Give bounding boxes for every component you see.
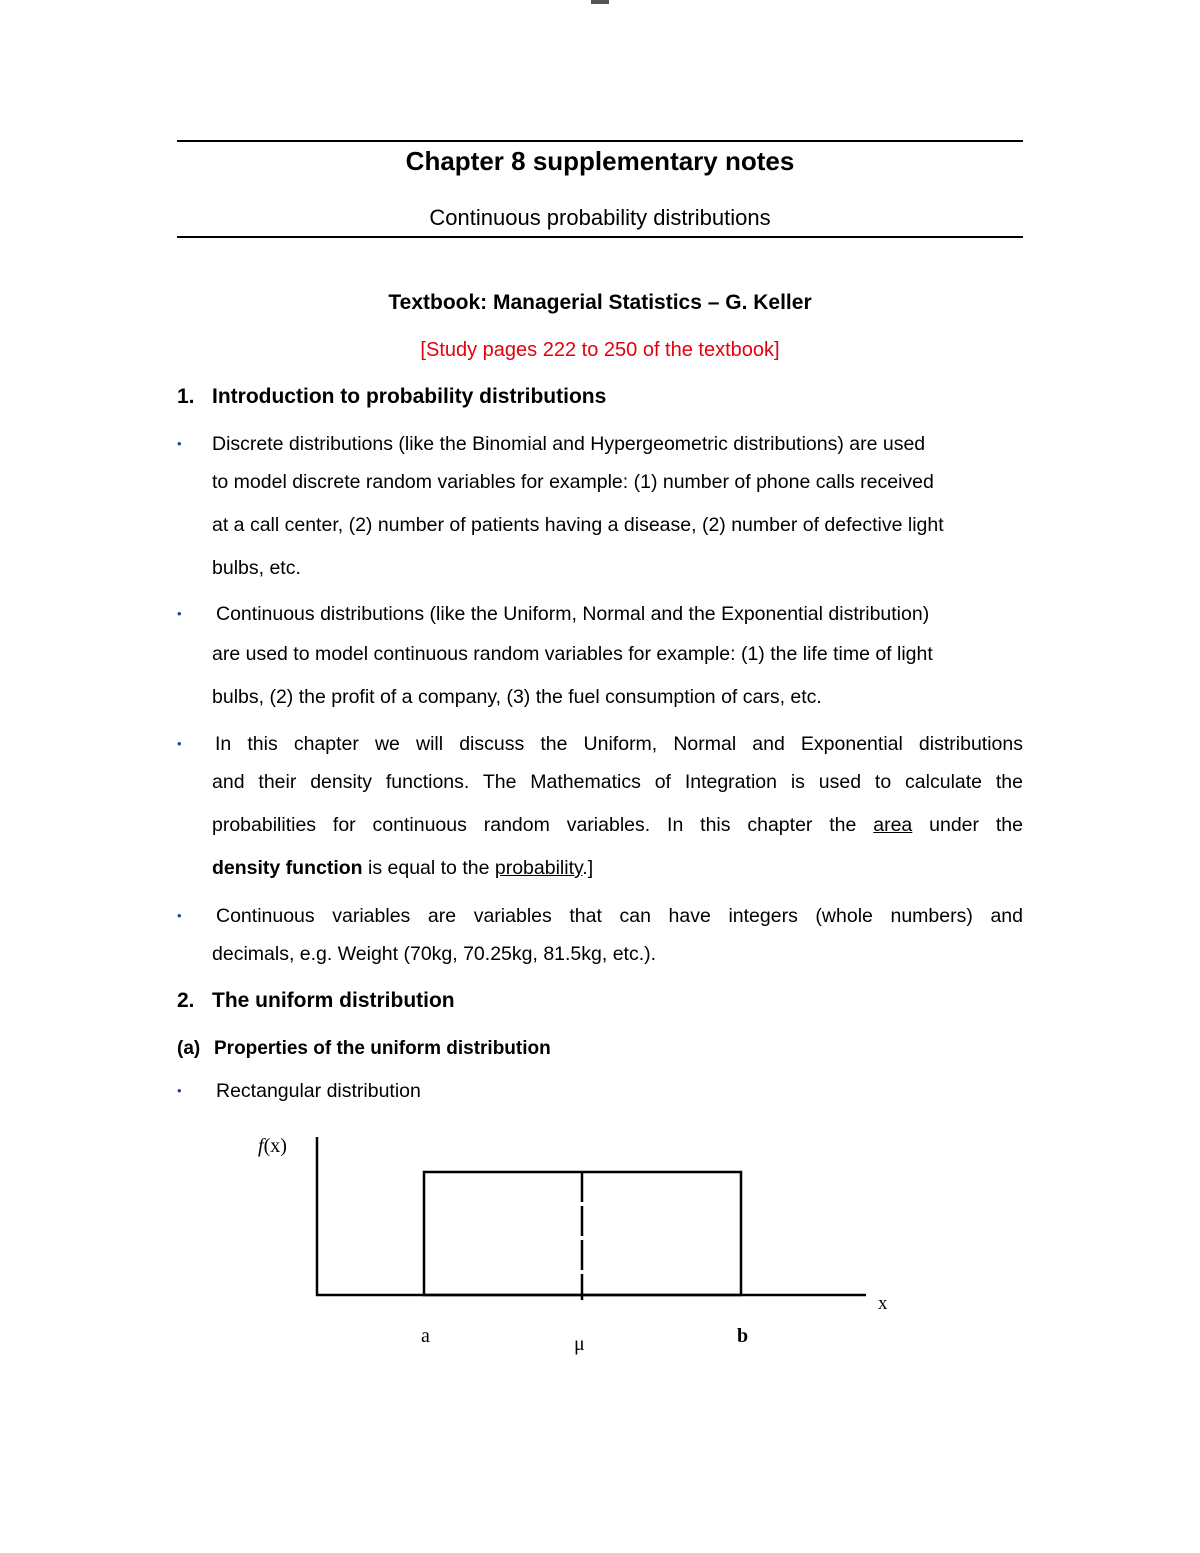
y-axis-label: f(x)	[258, 1135, 287, 1157]
area-term: area	[873, 814, 913, 836]
bullet-3-line-4-text: is equal to the	[362, 857, 495, 879]
bullet-dot-icon: •	[177, 908, 182, 923]
bullet-1-line-2: to model discrete random variables for example: (1) number of phone calls received	[212, 471, 934, 493]
density-function-term: density function	[212, 857, 363, 879]
textbook-reference: Textbook: Managerial Statistics – G. Keller	[388, 291, 812, 314]
x-axis-label: x	[878, 1293, 888, 1314]
study-pages-note: [Study pages 222 to 250 of the textbook]	[420, 339, 780, 361]
rectangular-distribution-text: Rectangular distribution	[216, 1080, 421, 1102]
bullet-3-line-2: and their density functions. The Mathematics of Integration is used to calculate the	[212, 771, 1023, 793]
section-1-number: 1.	[177, 385, 195, 408]
bullet-3-line-3-tail: under the	[912, 814, 1023, 836]
label-a: a	[421, 1325, 430, 1347]
bullet-2-line-1: Continuous distributions (like the Uniform, Normal and the Exponential distribution)	[216, 603, 930, 625]
section-2-number: 2.	[177, 989, 195, 1012]
label-mu: μ	[574, 1333, 585, 1355]
bullet-4-line-2: decimals, e.g. Weight (70kg, 70.25kg, 81.5kg, etc.).	[212, 943, 657, 965]
probability-term: probability	[494, 857, 583, 879]
page-title: Chapter 8 supplementary notes	[405, 146, 795, 176]
subsection-a-label: (a)	[177, 1038, 201, 1059]
bullet-4-line-1: Continuous variables are variables that can have integers (whole numbers) and	[216, 905, 1023, 927]
section-1-title: Introduction to probability distributions	[212, 385, 607, 408]
section-2-title: The uniform distribution	[212, 989, 455, 1012]
bullet-3-line-3-text: probabilities for continuous random variables. In this chapter the	[212, 814, 874, 836]
subsection-a-title: Properties of the uniform distribution	[214, 1038, 551, 1059]
bullet-1-line-4: bulbs, etc.	[212, 557, 301, 579]
bullet-3-line-4-tail: .]	[582, 857, 594, 879]
bullet-2-line-2: are used to model continuous random variables for example: (1) the life time of light	[212, 643, 933, 665]
bullet-dot-icon: •	[177, 736, 182, 751]
bullet-2-line-3: bulbs, (2) the profit of a company, (3) the fuel consumption of cars, etc.	[212, 686, 822, 708]
bullet-dot-icon: •	[177, 436, 182, 451]
bullet-dot-icon: •	[177, 606, 182, 621]
bullet-3-line-1: In this chapter we will discuss the Uniform, Normal and Exponential distributions	[215, 733, 1023, 755]
bullet-1-line-3: at a call center, (2) number of patients having a disease, (2) number of defective light	[212, 514, 944, 536]
bullet-dot-icon: •	[177, 1083, 182, 1098]
label-b: b	[737, 1325, 749, 1347]
page-subtitle: Continuous probability distributions	[429, 205, 771, 230]
bullet-1-line-1: Discrete distributions (like the Binomial and Hypergeometric distributions) are used	[212, 433, 926, 455]
